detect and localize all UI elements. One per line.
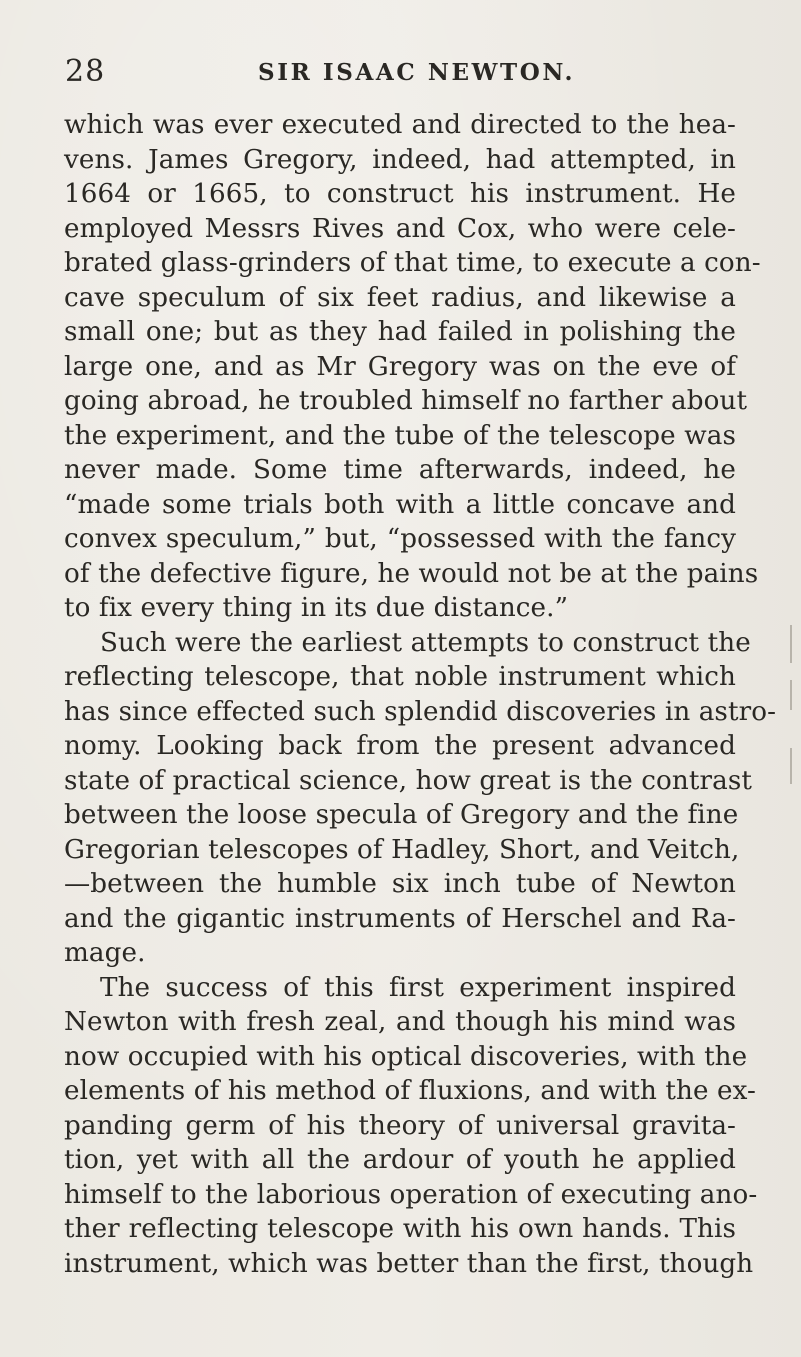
text-line: convex speculum,” but, “possessed with the fancy xyxy=(64,524,736,554)
text-line: tion, yet with all the ardour of youth he applied xyxy=(64,1145,736,1175)
text-line: and the gigantic instruments of Herschel and Ra- xyxy=(64,903,736,934)
text-line: reflecting telescope, that noble instrument which xyxy=(64,662,736,692)
body-text xyxy=(64,108,777,1281)
text-line: 1664 or 1665, to construct his instrument. He xyxy=(64,179,736,209)
paragraph-start-line: Such were the earliest attempts to construct the xyxy=(100,627,751,658)
text-line: —between the humble six inch tube of Newton xyxy=(64,869,736,899)
margin-mark xyxy=(790,680,792,710)
running-title: SIR ISAAC NEWTON. xyxy=(258,59,576,86)
text-line: Newton with fresh zeal, and though his mind was xyxy=(64,1007,736,1037)
margin-mark xyxy=(790,748,792,784)
text-line: panding germ of his theory of universal gravita- xyxy=(64,1110,736,1141)
text-line: mage. xyxy=(64,938,146,968)
text-line: himself to the laborious operation of executing ano- xyxy=(64,1179,758,1210)
text-line: vens. James Gregory, indeed, had attempted, in xyxy=(64,144,736,175)
text-line: the experiment, and the tube of the telescope was xyxy=(64,420,736,451)
text-line: “made some trials both with a little concave and xyxy=(64,489,736,520)
text-line: now occupied with his optical discoveries, with the xyxy=(64,1041,748,1072)
text-line: small one; but as they had failed in polishing the xyxy=(64,317,736,347)
text-line: instrument, which was better than the first, though xyxy=(64,1248,754,1279)
text-line: which was ever executed and directed to the hea- xyxy=(64,110,736,140)
text-line: cave speculum of six feet radius, and likewise a xyxy=(64,282,736,313)
page-number: 28 xyxy=(65,54,106,89)
text-line: employed Messrs Rives and Cox, who were cele- xyxy=(64,213,736,244)
text-line: has since effected such splendid discoveries in astro- xyxy=(64,696,777,727)
page-header xyxy=(0,52,801,92)
text-line: state of practical science, how great is the contrast xyxy=(64,765,752,796)
text-line: to fix every thing in its due distance.” xyxy=(64,593,569,623)
paragraph-start-line: The success of this first experiment inspired xyxy=(100,972,736,1003)
text-line: nomy. Looking back from the present advanced xyxy=(64,731,736,761)
text-line: Gregorian telescopes of Hadley, Short, and Veitch, xyxy=(64,834,740,865)
margin-mark xyxy=(790,625,792,663)
text-line: going abroad, he troubled himself no farther about xyxy=(64,386,748,416)
text-line: large one, and as Mr Gregory was on the eve of xyxy=(64,351,736,382)
text-line: brated glass-grinders of that time, to execute a con- xyxy=(64,248,761,278)
text-line: elements of his method of fluxions, and with the ex- xyxy=(64,1076,756,1106)
text-line: of the defective figure, he would not be at the pains xyxy=(64,558,759,589)
text-line: ther reflecting telescope with his own hands. This xyxy=(64,1214,736,1244)
text-line: between the loose specula of Gregory and the fine xyxy=(64,800,739,830)
text-line: never made. Some time afterwards, indeed, he xyxy=(64,455,736,485)
